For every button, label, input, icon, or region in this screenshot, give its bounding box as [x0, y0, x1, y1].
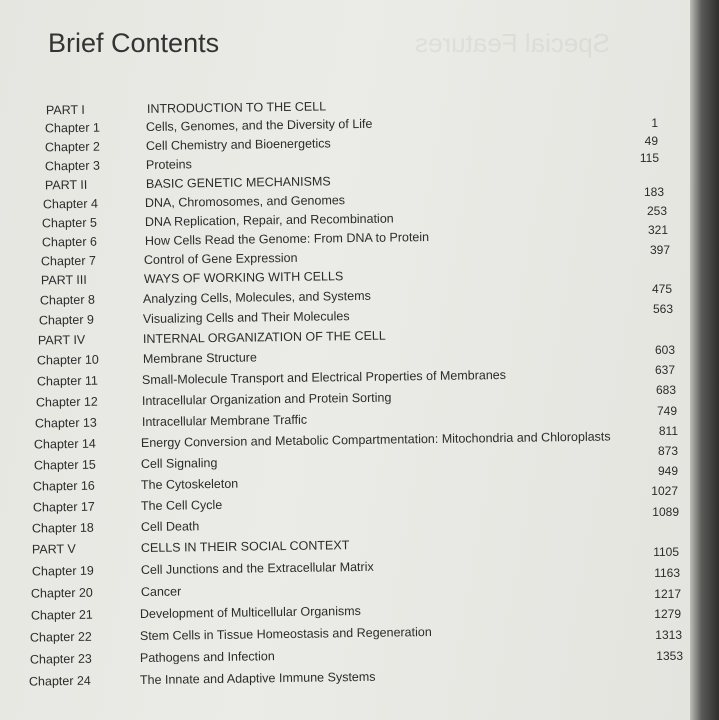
part-label: PART III [40, 272, 87, 288]
chapter-title: Analyzing Cells, Molecules, and Systems [142, 288, 371, 307]
page-number: 683 [655, 383, 676, 397]
chapter-title: Cell Signaling [140, 455, 218, 472]
page-number: 1027 [651, 484, 678, 498]
chapter-label: Chapter 20 [30, 585, 93, 601]
chapter-title: Visualizing Cells and Their Molecules [142, 309, 350, 327]
page-number: 1279 [654, 607, 681, 621]
chapter-label: Chapter 23 [29, 651, 92, 667]
chapter-label: Chapter 18 [31, 520, 94, 536]
page-number: 873 [657, 444, 678, 458]
chapter-label: Chapter 6 [41, 234, 97, 250]
page-number: 563 [652, 302, 673, 316]
page-number: 115 [639, 151, 659, 165]
part-label: PART I [45, 102, 85, 118]
chapter-title: How Cells Read the Genome: From DNA to Protein [144, 230, 430, 248]
page-number: 253 [646, 204, 667, 218]
chapter-title: The Cytoskeleton [140, 476, 239, 493]
show-through-text: Special Features [415, 28, 611, 58]
part-title: WAYS OF WORKING WITH CELLS [143, 269, 344, 286]
part-label: PART II [44, 177, 88, 193]
part-title: INTERNAL ORGANIZATION OF THE CELL [142, 328, 386, 347]
chapter-label: Chapter 9 [38, 312, 94, 328]
chapter-title: DNA, Chromosomes, and Genomes [144, 193, 346, 210]
page-number: 1 [651, 116, 658, 130]
page-number: 949 [657, 464, 678, 478]
page-number: 749 [656, 404, 677, 418]
page-number: 397 [649, 243, 670, 257]
page-number: 1089 [652, 505, 679, 519]
chapter-label: Chapter 8 [39, 292, 95, 308]
chapter-title: Pathogens and Infection [139, 649, 275, 666]
chapter-title: Cancer [140, 584, 182, 600]
chapter-title: The Cell Cycle [140, 497, 223, 514]
chapter-label: Chapter 7 [40, 253, 96, 269]
part-label: PART IV [37, 332, 86, 348]
chapter-title: Proteins [145, 157, 192, 172]
page-number: 1353 [656, 649, 683, 663]
part-title: CELLS IN THEIR SOCIAL CONTEXT [140, 538, 350, 556]
chapter-label: Chapter 1 [44, 120, 100, 136]
chapter-label: Chapter 3 [44, 158, 100, 174]
chapter-label: Chapter 12 [35, 394, 98, 410]
page-number: 1163 [654, 566, 680, 580]
chapter-label: Chapter 21 [30, 607, 93, 623]
chapter-title: Development of Multicellular Organisms [139, 603, 361, 622]
page-number: 183 [643, 185, 664, 199]
chapter-title: Stem Cells in Tissue Homeostasis and Regeneration [139, 624, 432, 644]
chapter-title: Energy Conversion and Metabolic Compartmentation: Mitochondria and Chloroplasts [140, 429, 611, 451]
chapter-title: Control of Gene Expression [143, 250, 298, 267]
chapter-label: Chapter 19 [31, 563, 94, 579]
page-number: 1313 [655, 628, 682, 642]
chapter-label: Chapter 15 [33, 457, 96, 473]
page-number: 603 [654, 343, 675, 357]
chapter-label: Chapter 17 [32, 499, 95, 515]
chapter-title: Membrane Structure [142, 350, 257, 367]
chapter-label: Chapter 11 [36, 373, 98, 389]
page-edge-shadow [690, 0, 719, 720]
chapter-label: Chapter 5 [41, 215, 97, 231]
chapter-title: Cells, Genomes, and the Diversity of Life [145, 116, 373, 134]
chapter-label: Chapter 16 [32, 478, 95, 494]
page-number: 49 [644, 134, 658, 148]
part-title: INTRODUCTION TO THE CELL [146, 99, 327, 116]
chapter-label: Chapter 24 [28, 673, 91, 689]
chapter-label: Chapter 13 [34, 415, 97, 431]
chapter-title: Intracellular Organization and Protein Sorting [141, 390, 392, 409]
page-number: 321 [647, 223, 668, 237]
part-title: BASIC GENETIC MECHANISMS [145, 174, 331, 191]
chapter-title: Cell Death [140, 519, 200, 535]
page-number: 1217 [654, 587, 681, 601]
chapter-label: Chapter 2 [44, 139, 100, 155]
page-number: 811 [658, 424, 678, 438]
chapter-label: Chapter 4 [42, 196, 98, 212]
page-number: 1105 [653, 545, 679, 559]
chapter-title: Small-Molecule Transport and Electrical Properties of Membranes [141, 367, 507, 388]
page-number: 637 [654, 363, 675, 377]
chapter-title: DNA Replication, Repair, and Recombination [144, 211, 394, 229]
chapter-label: Chapter 10 [36, 352, 99, 368]
page-number: 475 [651, 282, 672, 296]
part-label: PART V [31, 541, 76, 557]
chapter-label: Chapter 22 [29, 629, 92, 645]
chapter-title: Intracellular Membrane Traffic [141, 412, 308, 430]
chapter-title: Cell Junctions and the Extracellular Matrix [140, 559, 374, 578]
chapter-title: The Innate and Adaptive Immune Systems [139, 669, 376, 688]
chapter-label: Chapter 14 [33, 436, 96, 452]
chapter-title: Cell Chemistry and Bioenergetics [145, 136, 331, 153]
page-title: Brief Contents [48, 28, 220, 58]
